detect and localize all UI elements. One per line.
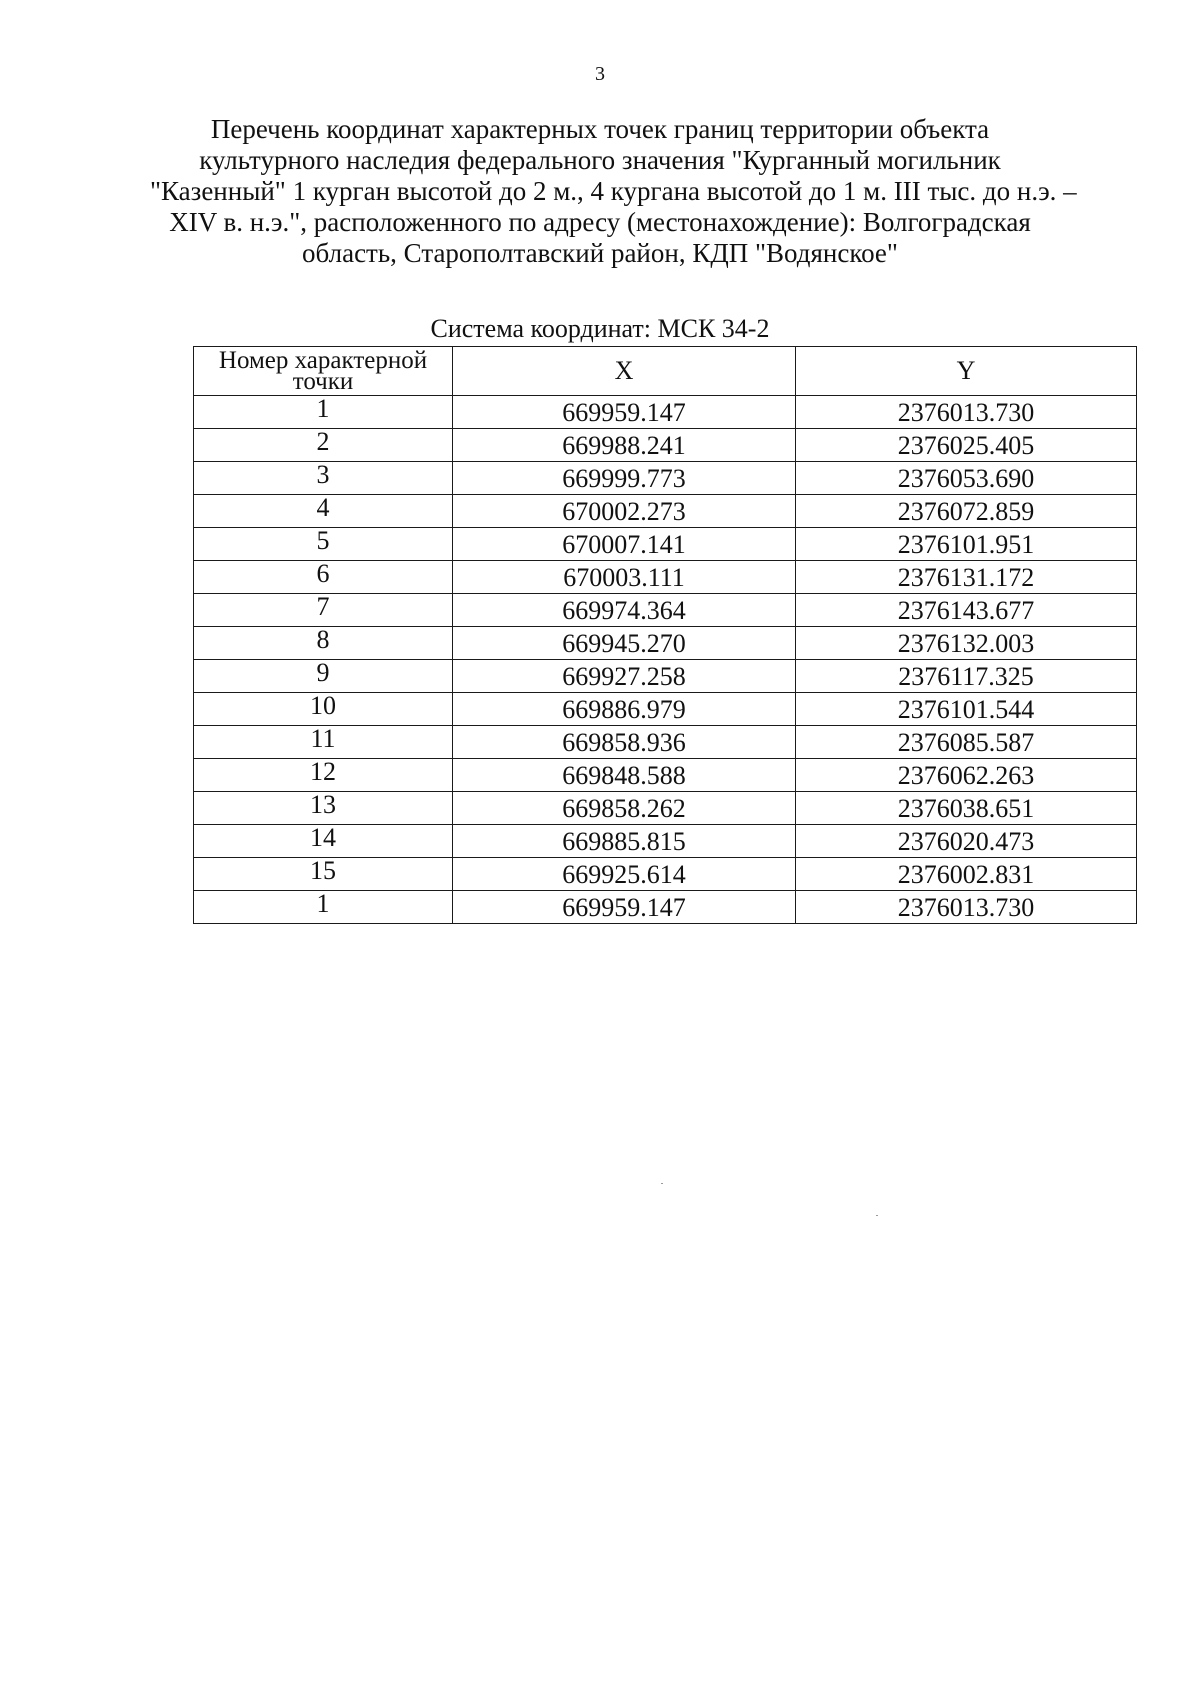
- table-row: [194, 396, 1137, 429]
- title-line: Перечень координат характерных точек границ территории объекта: [210, 114, 990, 144]
- table-row: [194, 429, 1137, 462]
- point-number-cell: 6: [194, 561, 453, 594]
- y-coordinate-cell: 2376072.859: [796, 495, 1137, 528]
- table-row: [194, 495, 1137, 528]
- point-number-cell: 1: [194, 396, 453, 429]
- y-coordinate-cell: 2376002.831: [796, 858, 1137, 891]
- y-coordinate-cell: 2376143.677: [796, 594, 1137, 627]
- y-coordinate-cell: 2376013.730: [796, 396, 1137, 429]
- point-number-cell: 14: [194, 825, 453, 858]
- table-row: [194, 825, 1137, 858]
- table-row: [194, 627, 1137, 660]
- y-coordinate-cell: 2376020.473: [796, 825, 1137, 858]
- header-x: X: [453, 347, 796, 396]
- x-coordinate-cell: 670002.273: [453, 495, 796, 528]
- x-coordinate-cell: 669858.262: [453, 792, 796, 825]
- x-coordinate-cell: 669858.936: [453, 726, 796, 759]
- point-number-cell: 15: [194, 858, 453, 891]
- coordinate-system-caption: Система координат: МСК 34-2: [430, 314, 770, 343]
- table-body: [194, 396, 1137, 924]
- y-coordinate-cell: 2376053.690: [796, 462, 1137, 495]
- table-row: [194, 858, 1137, 891]
- table-row: [194, 561, 1137, 594]
- table-row: [194, 693, 1137, 726]
- x-coordinate-cell: 669988.241: [453, 429, 796, 462]
- x-coordinate-cell: 669848.588: [453, 759, 796, 792]
- page-number: 3: [595, 63, 605, 85]
- point-number-cell: 13: [194, 792, 453, 825]
- point-number-cell: 10: [194, 693, 453, 726]
- x-coordinate-cell: 669927.258: [453, 660, 796, 693]
- y-coordinate-cell: 2376101.544: [796, 693, 1137, 726]
- y-coordinate-cell: 2376117.325: [796, 660, 1137, 693]
- table-row: [194, 660, 1137, 693]
- point-number-cell: 2: [194, 429, 453, 462]
- x-coordinate-cell: 669959.147: [453, 396, 796, 429]
- x-coordinate-cell: 669974.364: [453, 594, 796, 627]
- point-number-cell: 4: [194, 495, 453, 528]
- table-row: [194, 462, 1137, 495]
- x-coordinate-cell: 669959.147: [453, 891, 796, 924]
- point-number-cell: 1: [194, 891, 453, 924]
- y-coordinate-cell: 2376038.651: [796, 792, 1137, 825]
- y-coordinate-cell: 2376132.003: [796, 627, 1137, 660]
- y-coordinate-cell: 2376025.405: [796, 429, 1137, 462]
- table-row: [194, 891, 1137, 924]
- header-point-number-line1: Номер характерной: [218, 347, 428, 374]
- point-number-cell: 7: [194, 594, 453, 627]
- x-coordinate-cell: 670007.141: [453, 528, 796, 561]
- point-number-cell: 12: [194, 759, 453, 792]
- y-coordinate-cell: 2376085.587: [796, 726, 1137, 759]
- point-number-cell: 9: [194, 660, 453, 693]
- x-coordinate-cell: 669925.614: [453, 858, 796, 891]
- x-coordinate-cell: 670003.111: [453, 561, 796, 594]
- point-number-cell: 8: [194, 627, 453, 660]
- title-line: культурного наследия федерального значения "Курганный могильник: [199, 145, 1001, 175]
- table-header-row: [194, 347, 1137, 396]
- table-row: [194, 759, 1137, 792]
- table-row: [194, 594, 1137, 627]
- x-coordinate-cell: 669999.773: [453, 462, 796, 495]
- table-row: [194, 792, 1137, 825]
- y-coordinate-cell: 2376131.172: [796, 561, 1137, 594]
- scan-speck: [661, 1183, 663, 1184]
- y-coordinate-cell: 2376013.730: [796, 891, 1137, 924]
- table-row: [194, 528, 1137, 561]
- document-title: [150, 114, 1077, 269]
- x-coordinate-cell: 669885.815: [453, 825, 796, 858]
- point-number-cell: 11: [194, 726, 453, 759]
- header-y: Y: [796, 347, 1137, 396]
- x-coordinate-cell: 669886.979: [453, 693, 796, 726]
- point-number-cell: 5: [194, 528, 453, 561]
- title-line: "Казенный" 1 курган высотой до 2 м., 4 кургана высотой до 1 м. III тыс. до н.э. –: [150, 176, 1077, 206]
- header-point-number-line2: точки: [292, 368, 354, 395]
- table-row: [194, 726, 1137, 759]
- scan-speck: [876, 1215, 878, 1216]
- coordinates-table: [193, 346, 1137, 924]
- x-coordinate-cell: 669945.270: [453, 627, 796, 660]
- title-line: XIV в. н.э.", расположенного по адресу (местонахождение): Волгоградская: [169, 207, 1031, 237]
- y-coordinate-cell: 2376062.263: [796, 759, 1137, 792]
- point-number-cell: 3: [194, 462, 453, 495]
- y-coordinate-cell: 2376101.951: [796, 528, 1137, 561]
- title-line: область, Старополтавский район, КДП "Водянское": [302, 238, 898, 268]
- header-point-number: [194, 347, 453, 396]
